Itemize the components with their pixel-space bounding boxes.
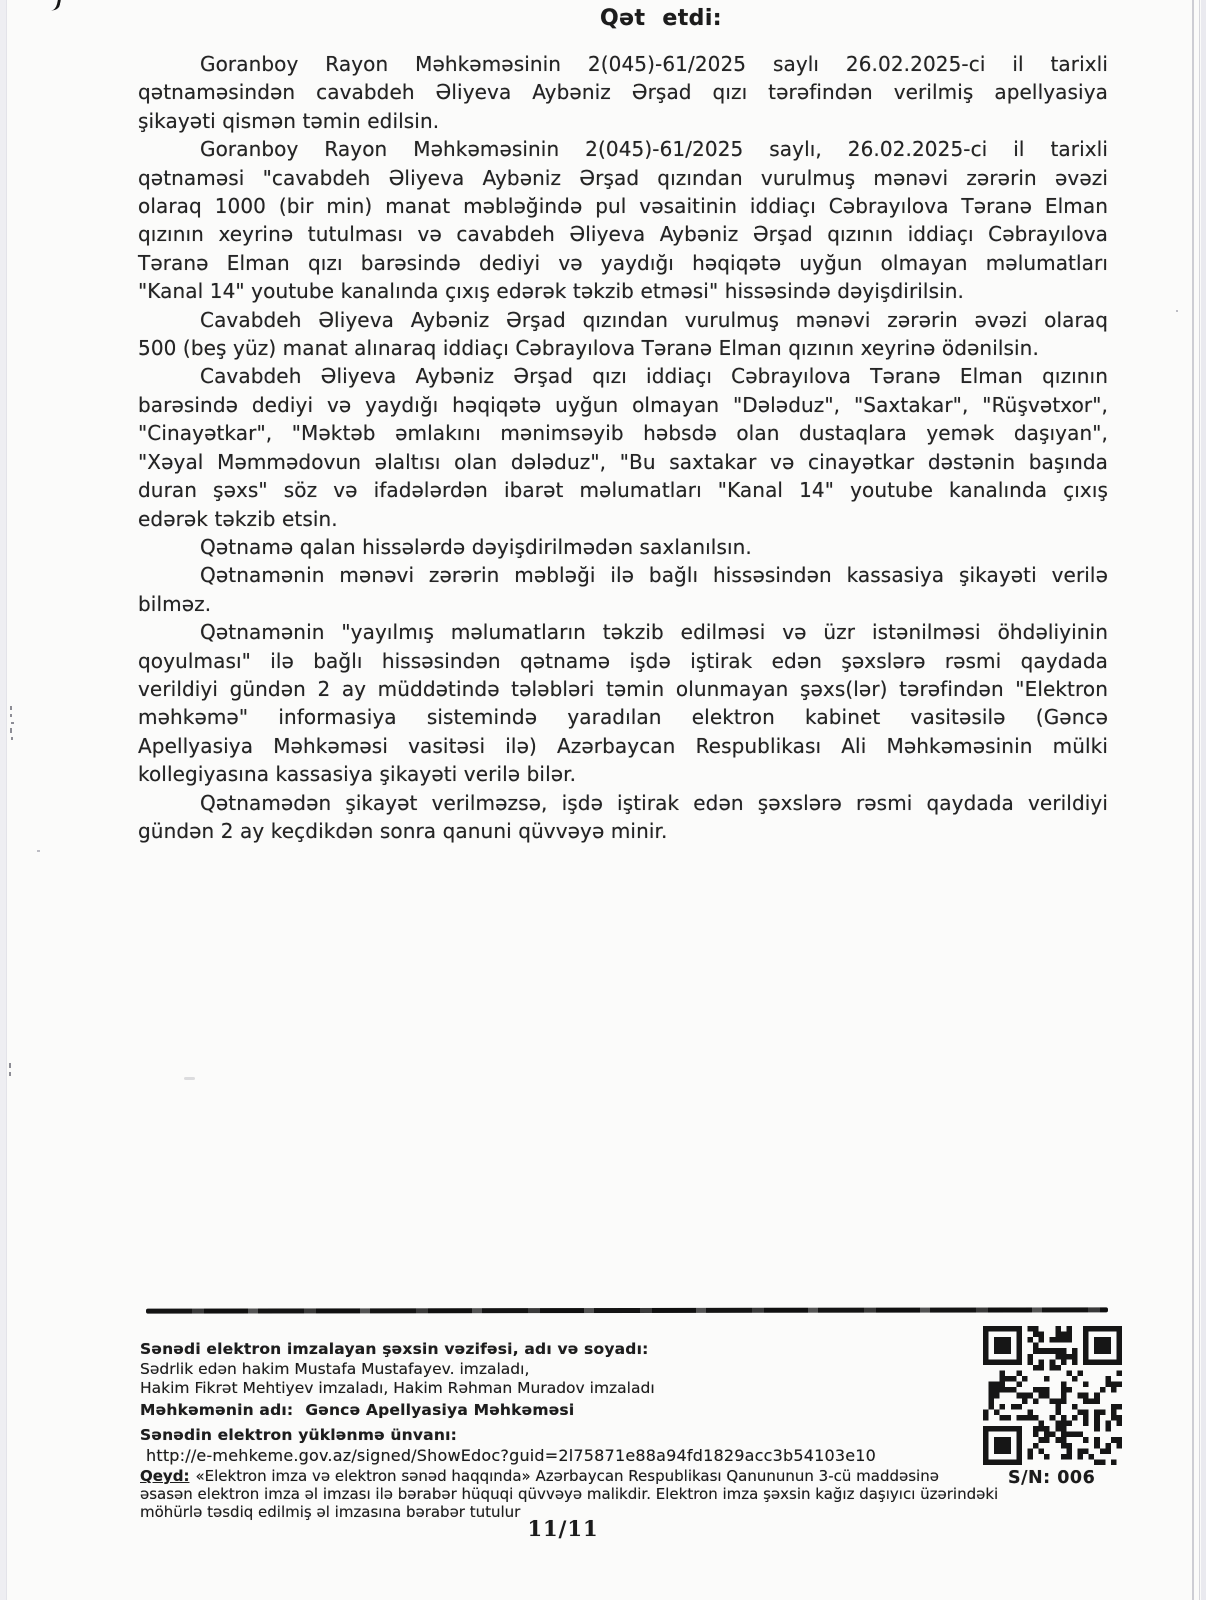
body-paragraph (138, 50, 1108, 135)
text-line: qətnaməsi "cavabdeh Əliyeva Aybəniz Ərşad qızından vurulmuş mənəvi zərərin əvəzi (138, 165, 1108, 190)
scan-artifact-dot (1176, 310, 1178, 312)
text-line: kollegiyasına kassasiya şikayəti verilə bilər. (138, 762, 577, 787)
scan-artifact-dash (10, 706, 12, 710)
signer-line: Hakim Fikrət Mehtiyev imzaladı, Hakim Rəhman Muradov imzaladı (140, 1379, 655, 1397)
text-line: Qətnamənin "yayılmış məlumatların təkzib edilməsi və üzr istənilməsi öhdəliyinin (200, 620, 1108, 645)
text-line: "Xəyal Məmmədovun əlaltısı olan dələduz", "Bu saxtakar və cinayətkar dəstənin başında (138, 449, 1108, 474)
text-line: qətnaməsindən cavabdeh Əliyeva Aybəniz Ərşad qızı tərəfindən verilmiş apellyasiya (138, 80, 1108, 105)
qr-code (983, 1326, 1122, 1465)
body-paragraph (138, 789, 1108, 846)
body-paragraph (138, 561, 1108, 618)
legal-note (140, 1468, 1020, 1521)
court-name-label: Məhkəmənin adı: (140, 1400, 294, 1419)
text-line: qızının xeyrinə tutulması və cavabdeh Əliyeva Aybəniz Ərşad qızının iddiaçı Cəbrayılova (138, 222, 1108, 247)
text-line: barəsində dediyi və yaydığı həqiqətə uyğun olmayan "Dələduz", "Saxtakar", "Rüşvətxor", (138, 392, 1108, 417)
signature-block (140, 1340, 1020, 1521)
scan-edge-left-line (6, 0, 7, 1600)
signer-line: Sədrlik edən hakim Mustafa Mustafayev. imzaladı, (140, 1359, 530, 1378)
text-line: verildiyi gündən 2 ay müddətində tələbləri təmin olunmayan şəxs(lər) tərəfindən "Elektron (138, 676, 1108, 701)
footer-separator-line (146, 1307, 1108, 1313)
scan-edge-right (1201, 0, 1206, 1600)
text-line: şikayəti qismən təmin edilsin. (138, 108, 440, 133)
legal-note-line: möhürlə təsdiq edilmiş əl imzasına bərabər tutulur (140, 1502, 521, 1521)
scan-artifact-dash (9, 1072, 11, 1076)
scan-edge-right-line (1192, 0, 1194, 1600)
text-line: olaraq 1000 (bir min) manat məbləğində pul vəsaitinin iddiaçı Cəbrayılova Təranə Elman (138, 194, 1108, 219)
scan-artifact-dash (11, 722, 14, 724)
text-line: Goranboy Rayon Məhkəməsinin 2(045)-61/2025 saylı, 26.02.2025-ci il tarixli (200, 137, 1108, 162)
body-paragraph (138, 618, 1108, 788)
text-line: Qətnamə qalan hissələrdə dəyişdirilmədən saxlanılsın. (200, 534, 752, 559)
scan-artifact-dash (10, 714, 12, 717)
text-line: bilməz. (138, 591, 212, 616)
body-paragraph (138, 362, 1108, 532)
page-number: 11/11 (527, 1516, 599, 1541)
body-paragraph (138, 135, 1108, 305)
text-line: Qətnamədən şikayət verilməzsə, işdə iştirak edən şəxslərə rəsmi qaydada verildiyi (200, 790, 1108, 815)
serial-number: S/N: 006 (1008, 1468, 1096, 1488)
document-url: http://e-mehkeme.gov.az/signed/ShowEdoc?guid=2l75871e88a94fd1829acc3b54103e10 (146, 1445, 877, 1465)
text-line: Apellyasiya Məhkəməsi vasitəsi ilə) Azərbaycan Respublikası Ali Məhkəməsinin mülki (138, 733, 1108, 758)
text-line: gündən 2 ay keçdikdən sonra qanuni qüvvəyə minir. (138, 818, 668, 843)
scan-artifact-dash (10, 728, 12, 733)
scan-artifact-smudge (184, 1077, 195, 1080)
text-line: "Kanal 14" youtube kanalında çıxış edərək təkzib etməsi" hissəsində dəyişdirilsin. (138, 279, 965, 304)
decision-heading: Qət etdi: (600, 6, 722, 31)
text-line: duran şəxs" söz və ifadələrdən ibarət məlumatları "Kanal 14" youtube kanalında çıxış (138, 478, 1108, 503)
signer-title-label: Sənədi elektron imzalayan şəxsin vəzifəsi, adı və soyadı: (140, 1340, 649, 1358)
text-line: qoyulması" ilə bağlı hissəsindən qətnamə işdə iştirak edən şəxslərə rəsmi qaydada (138, 648, 1108, 673)
text-line: "Cinayətkar", "Məktəb əmlakını mənimsəyib həbsdə olan dustaqlara yemək daşıyan", (138, 421, 1108, 446)
text-line: Cavabdeh Əliyeva Aybəniz Ərşad qızı iddiaçı Cəbrayılova Təranə Elman qızının (200, 364, 1108, 389)
scan-edge-right-line (1199, 0, 1200, 1600)
court-name-line (140, 1401, 1020, 1421)
decision-body-text (138, 50, 1108, 845)
body-paragraph (138, 533, 1108, 561)
download-address-label: Sənədin elektron yüklənmə ünvanı: (140, 1426, 457, 1444)
scan-artifact-dash (11, 737, 13, 740)
body-paragraph (138, 306, 1108, 363)
text-line: Qətnamənin mənəvi zərərin məbləği ilə bağlı hissəsindən kassasiya şikayəti verilə (200, 563, 1108, 588)
scan-artifact-dash (9, 1063, 11, 1068)
text-line: Goranboy Rayon Məhkəməsinin 2(045)-61/2025 saylı 26.02.2025-ci il tarixli (200, 52, 1108, 76)
scan-artifact-dot (37, 850, 40, 852)
text-line: edərək təkzib etsin. (138, 506, 338, 531)
court-name-value: Gəncə Apellyasiya Məhkəməsi (305, 1400, 575, 1419)
text-line: Təranə Elman qızı barəsində dediyi və yaydığı həqiqətə uyğun olmayan məlumatları (138, 250, 1108, 275)
text-line: 500 (beş yüz) manat alınaraq iddiaçı Cəbrayılova Təranə Elman qızının xeyrinə ödənilsin. (138, 336, 1039, 361)
scan-artifact-mark (50, 0, 62, 12)
text-line: məhkəmə" informasiya sistemində yaradılan elektron kabinet vasitəsilə (Gəncə (138, 705, 1108, 730)
text-line: Cavabdeh Əliyeva Aybəniz Ərşad qızından vurulmuş mənəvi zərərin əvəzi olaraq (200, 307, 1108, 332)
legal-note-line: əsasən elektron imza əl imzası ilə bərabər hüquqi qüvvəyə malikdir. Elektron imza şəxsin kağız daşıyıcı üzərindəki (140, 1484, 999, 1503)
legal-note-line: Qeyd: «Elektron imza və elektron sənəd haqqında» Azərbaycan Respublikası Qanununun 3-cü maddəsinə (140, 1467, 939, 1485)
note-label: Qeyd: (140, 1467, 190, 1485)
